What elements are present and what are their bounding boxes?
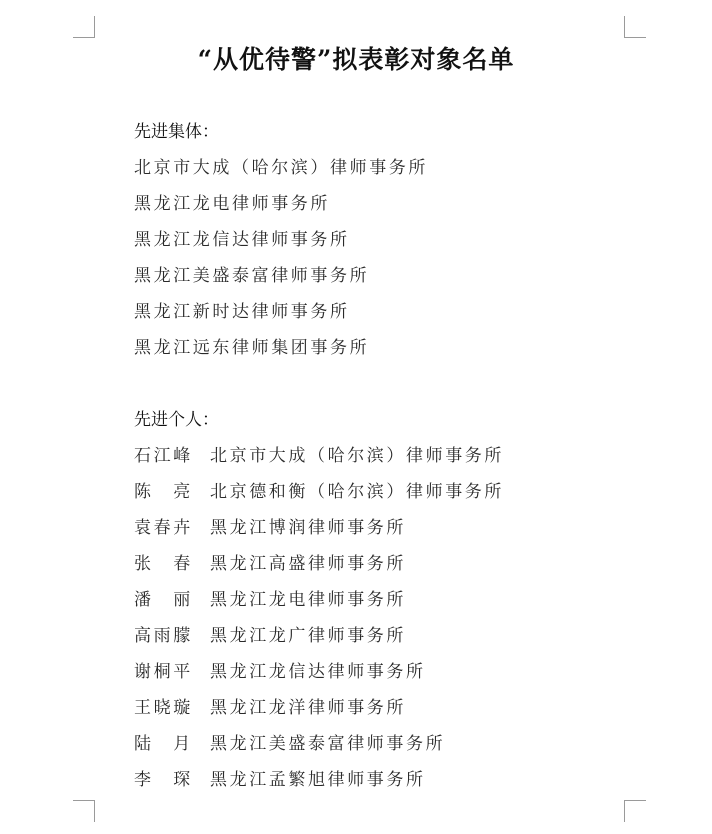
- individual-item: [134, 618, 604, 654]
- collective-heading: 先进集体：: [134, 122, 219, 142]
- individual-org: 黑龙江美盛泰富律师事务所: [210, 734, 446, 754]
- individual-org: 黑龙江龙洋律师事务所: [210, 698, 406, 718]
- individual-org: 黑龙江博润律师事务所: [210, 518, 406, 538]
- individual-name: 李 琛: [134, 770, 193, 790]
- individual-org: 黑龙江高盛律师事务所: [210, 554, 406, 574]
- collective-item: 黑龙江龙信达律师事务所: [134, 230, 350, 250]
- individual-org: 黑龙江孟繁旭律师事务所: [210, 770, 426, 790]
- page-title: “从优待警”拟表彰对象名单: [197, 45, 515, 74]
- collective-item: 黑龙江龙电律师事务所: [134, 194, 330, 214]
- individual-name: 王晓璇: [134, 698, 193, 718]
- individual-org: 北京德和衡（哈尔滨）律师事务所: [210, 482, 504, 502]
- individual-item: [134, 726, 604, 762]
- page-corner-mark-bottom-right: [624, 800, 646, 822]
- individual-item: [134, 474, 604, 510]
- page-corner-mark-bottom-left: [73, 800, 95, 822]
- individual-name: 袁春卉: [134, 518, 193, 538]
- individual-item: [134, 690, 604, 726]
- individual-item: [134, 510, 604, 546]
- individual-list: [134, 438, 604, 798]
- collective-item: 北京市大成（哈尔滨）律师事务所: [134, 158, 428, 178]
- individual-item: [134, 546, 604, 582]
- individual-name: 潘 丽: [134, 590, 193, 610]
- individual-name: 陈 亮: [134, 482, 193, 502]
- collective-item: 黑龙江新时达律师事务所: [134, 302, 350, 322]
- individual-name: 谢桐平: [134, 662, 193, 682]
- individual-org: 黑龙江龙电律师事务所: [210, 590, 406, 610]
- individual-org: 黑龙江龙信达律师事务所: [210, 662, 426, 682]
- individual-name: 陆 月: [134, 734, 193, 754]
- section-spacer: [134, 366, 604, 402]
- individual-org: 黑龙江龙广律师事务所: [210, 626, 406, 646]
- individual-name: 高雨朦: [134, 626, 193, 646]
- page-corner-mark-top-left: [73, 16, 95, 38]
- individual-name: 石江峰: [134, 446, 193, 466]
- individual-item: [134, 582, 604, 618]
- document-body: [134, 114, 604, 798]
- page-corner-mark-top-right: [624, 16, 646, 38]
- individual-org: 北京市大成（哈尔滨）律师事务所: [210, 446, 504, 466]
- individual-name: 张 春: [134, 554, 193, 574]
- collective-item: 黑龙江远东律师集团事务所: [134, 338, 370, 358]
- individual-item: [134, 438, 604, 474]
- individual-heading: 先进个人：: [134, 410, 219, 430]
- individual-item: [134, 654, 604, 690]
- individual-item: [134, 762, 604, 798]
- collective-list: [134, 150, 604, 366]
- collective-item: 黑龙江美盛泰富律师事务所: [134, 266, 370, 286]
